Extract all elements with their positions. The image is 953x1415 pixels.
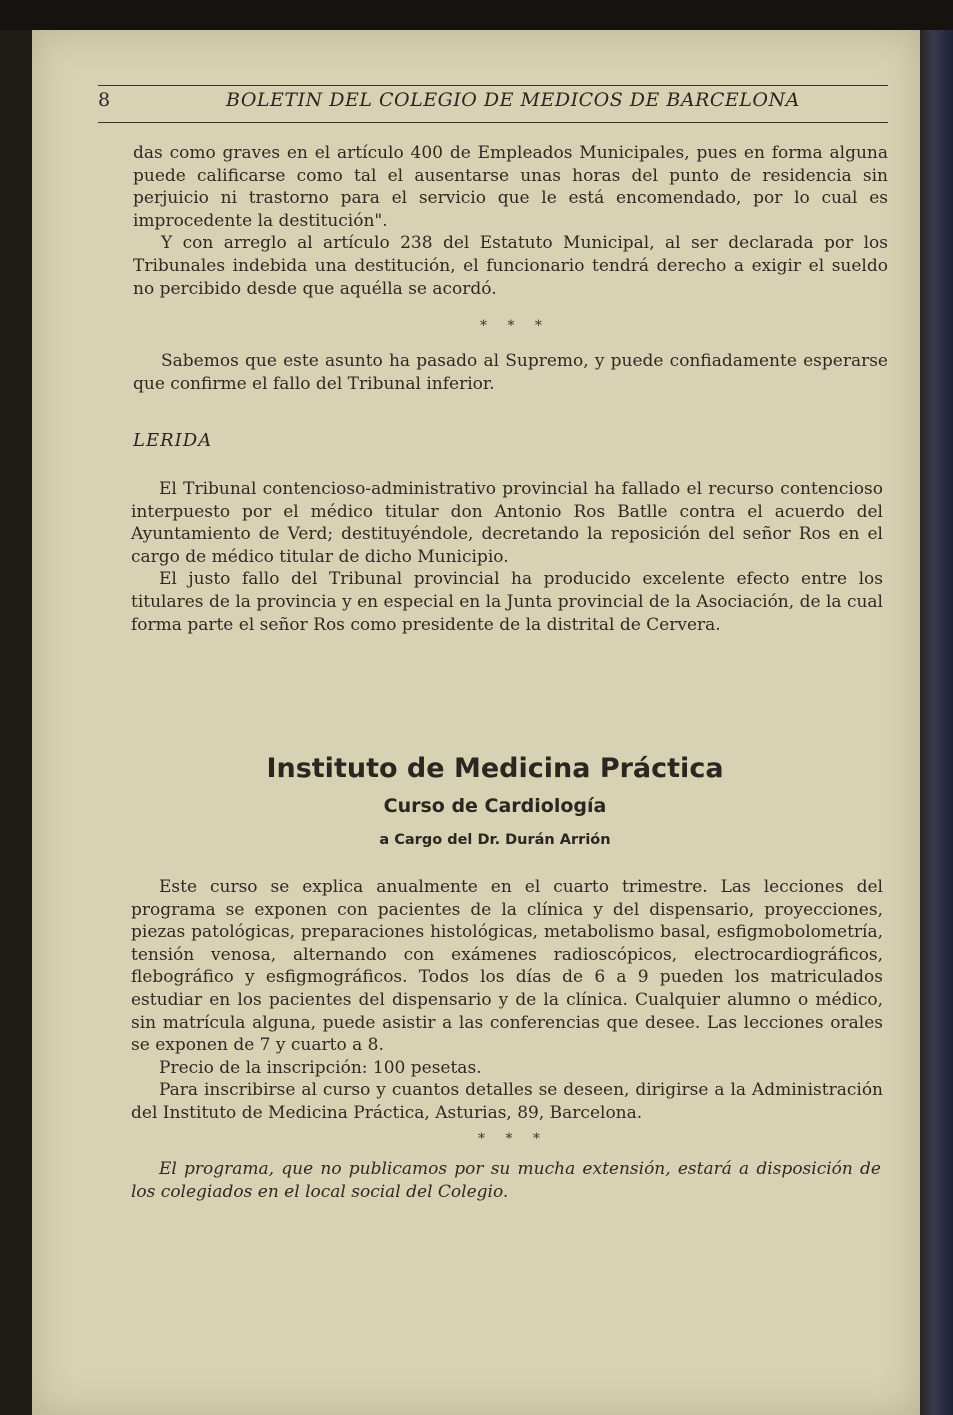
supremo-paragraph: Sabemos que este asunto ha pasado al Supremo, y puede confiadamente esperarse que confirme el fallo del Tribunal inferior. bbox=[133, 351, 888, 394]
lerida-paragraph-1: El Tribunal contencioso-administrativo provincial ha fallado el recurso contencioso interpuesto por el médico titular don Antonio Ros Batlle contra el acuerdo del Ayuntamiento de Verd; destituyéndole, decretando la reposición del señor Ros en el cargo de médico titular de dicho Municipio. bbox=[131, 479, 883, 567]
separator-stars: * * * bbox=[480, 318, 550, 334]
program-note bbox=[131, 1158, 881, 1203]
intro-paragraph-2: Y con arreglo al artículo 238 del Estatuto Municipal, al ser declarada por los Tribunales indebida una destitución, el funcionario tendrá derecho a exigir el sueldo no percibido desde que aquélla se acordó. bbox=[133, 233, 888, 299]
intro-block bbox=[133, 142, 888, 300]
book-spine bbox=[920, 30, 953, 1415]
program-note-text: El programa, que no publicamos por su mucha extensión, estará a disposición de los colegiados en el local social del Colegio. bbox=[131, 1159, 881, 1202]
scan-top-edge bbox=[0, 0, 953, 30]
lerida-block bbox=[131, 478, 883, 636]
course-price: Precio de la inscripción: 100 pesetas. bbox=[159, 1057, 482, 1078]
running-title: BOLETIN DEL COLEGIO DE MEDICOS DE BARCELONA bbox=[226, 89, 800, 111]
instituto-title: Instituto de Medicina Práctica bbox=[266, 753, 724, 784]
course-block bbox=[131, 876, 883, 1125]
course-paragraph-1: Este curso se explica anualmente en el cuarto trimestre. Las lecciones del programa se exponen con pacientes de la clínica y del dispensario, proyecciones, piezas patológicas, preparaciones histológicas, metabolismo basal, esfigmobolometría, tensión venosa, alternando con exámenes radioscópicos, electrocardiográficos, flebográfico y esfigmográficos. Todos los días de 6 a 9 pueden los matriculados estudiar en los pacientes del dispensario y de la clínica. Cualquier alumno o médico, sin matrícula alguna, puede asistir a las conferencias que desee. Las lecciones orales se exponen de 7 y cuarto a 8. bbox=[131, 877, 883, 1056]
course-byline: a Cargo del Dr. Durán Arrión bbox=[379, 832, 611, 848]
supremo-block bbox=[133, 350, 888, 395]
lerida-paragraph-2: El justo fallo del Tribunal provincial ha producido excelente efecto entre los titulares de la provincia y en especial en la Junta provincial de la Asociación, de la cual forma parte el señor Ros como presidente de la distrital de Cervera. bbox=[131, 569, 883, 635]
separator-stars-2: * * * bbox=[478, 1131, 548, 1147]
page-number: 8 bbox=[98, 89, 111, 111]
course-subtitle: Curso de Cardiología bbox=[383, 795, 607, 817]
intro-paragraph-1: das como graves en el artículo 400 de Empleados Municipales, pues en forma alguna puede calificarse como tal el ausentarse unas horas del punto de residencia sin perjuicio ni trastorno para el servicio que le está encomendado, por lo cual es improcedente la destitución". bbox=[133, 143, 888, 231]
course-inscription: Para inscribirse al curso y cuantos detalles se deseen, dirigirse a la Administración del Instituto de Medicina Práctica, Asturias, 89, Barcelona. bbox=[131, 1080, 883, 1123]
section-heading-lerida: LERIDA bbox=[133, 430, 213, 451]
